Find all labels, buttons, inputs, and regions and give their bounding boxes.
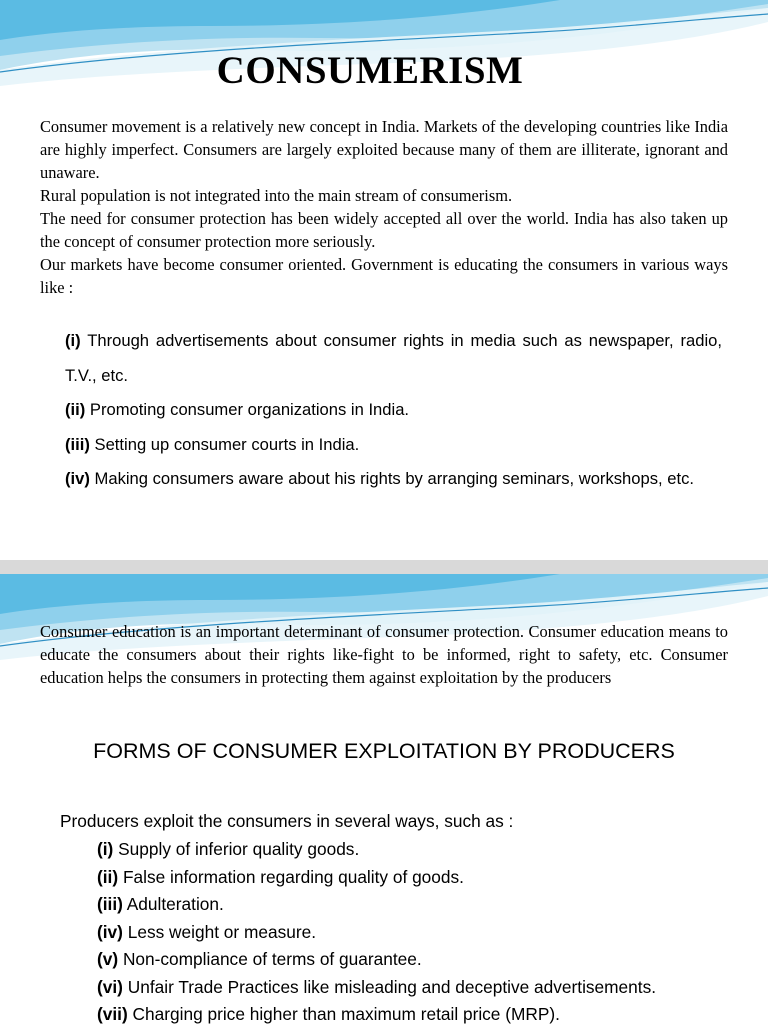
list-item bbox=[97, 919, 757, 947]
list-number: (i) bbox=[97, 839, 114, 859]
slide-divider bbox=[0, 560, 768, 574]
list-text: Charging price higher than maximum retail price (MRP). bbox=[132, 1004, 560, 1024]
exploitation-intro: Producers exploit the consumers in several ways, such as : bbox=[60, 811, 514, 831]
list-text: Through advertisements about consumer rights in media such as newspaper, radio, T.V., etc. bbox=[65, 331, 722, 385]
list-item bbox=[97, 946, 757, 974]
slide-consumer-exploitation bbox=[0, 574, 768, 1024]
list-text: Promoting consumer organizations in India. bbox=[89, 400, 410, 419]
list-text: Adulteration. bbox=[126, 894, 224, 914]
list-number: (iii) bbox=[65, 434, 90, 454]
list-item bbox=[65, 393, 722, 428]
list-text: False information regarding quality of goods. bbox=[122, 866, 464, 887]
list-text: Setting up consumer courts in India. bbox=[94, 434, 360, 454]
list-item bbox=[97, 891, 757, 919]
list-text: Less weight or measure. bbox=[127, 921, 316, 942]
list-number: (iii) bbox=[97, 894, 123, 914]
list-number: (v) bbox=[97, 949, 119, 969]
list-item bbox=[97, 974, 757, 1002]
paragraph: Rural population is not integrated into the main stream of consumerism. bbox=[40, 186, 513, 205]
list-number: (vi) bbox=[97, 976, 123, 997]
list-text: Non-compliance of terms of guarantee. bbox=[122, 949, 422, 969]
list-text: Supply of inferior quality goods. bbox=[118, 839, 360, 859]
list-item bbox=[97, 1001, 757, 1024]
paragraph: The need for consumer protection has been widely accepted all over the world. India has also taken up the concept of consumer protection more seriously. bbox=[40, 209, 728, 251]
list-number: (iv) bbox=[65, 469, 90, 488]
list-number: (i) bbox=[65, 331, 81, 350]
list-item bbox=[65, 428, 722, 463]
paragraph: Our markets have become consumer oriented. Government is educating the consumers in various ways like : bbox=[40, 255, 728, 297]
list-text: Unfair Trade Practices like misleading and deceptive advertisements. bbox=[127, 976, 657, 997]
page-title: CONSUMERISM bbox=[216, 49, 524, 92]
government-ways-list bbox=[65, 324, 722, 497]
list-text: Making consumers aware about his rights by arranging seminars, workshops, etc. bbox=[94, 469, 695, 488]
paragraph: Consumer education is an important determinant of consumer protection. Consumer education means to educate the consumers about their rights like-fight to be informed, right to safety, etc. Consumer education helps the consumers in protecting them against exploitation by the producers bbox=[40, 622, 728, 687]
list-number: (vii) bbox=[97, 1004, 128, 1024]
list-number: (iv) bbox=[97, 921, 123, 942]
list-item bbox=[65, 462, 722, 497]
list-item bbox=[65, 324, 722, 393]
consumerism-intro-text bbox=[40, 115, 728, 299]
list-item bbox=[97, 836, 757, 864]
list-item bbox=[97, 864, 757, 892]
list-number: (ii) bbox=[65, 400, 86, 419]
list-number: (ii) bbox=[97, 866, 119, 887]
consumer-education-text bbox=[40, 620, 728, 689]
paragraph: Consumer movement is a relatively new concept in India. Markets of the developing countries like India are highly imperfect. Consumers are largely exploited because many of them are illiterate, ignorant and unaware. bbox=[40, 117, 728, 182]
exploitation-forms-list bbox=[97, 836, 757, 1024]
section-heading: FORMS OF CONSUMER EXPLOITATION BY PRODUCERS bbox=[93, 739, 675, 763]
